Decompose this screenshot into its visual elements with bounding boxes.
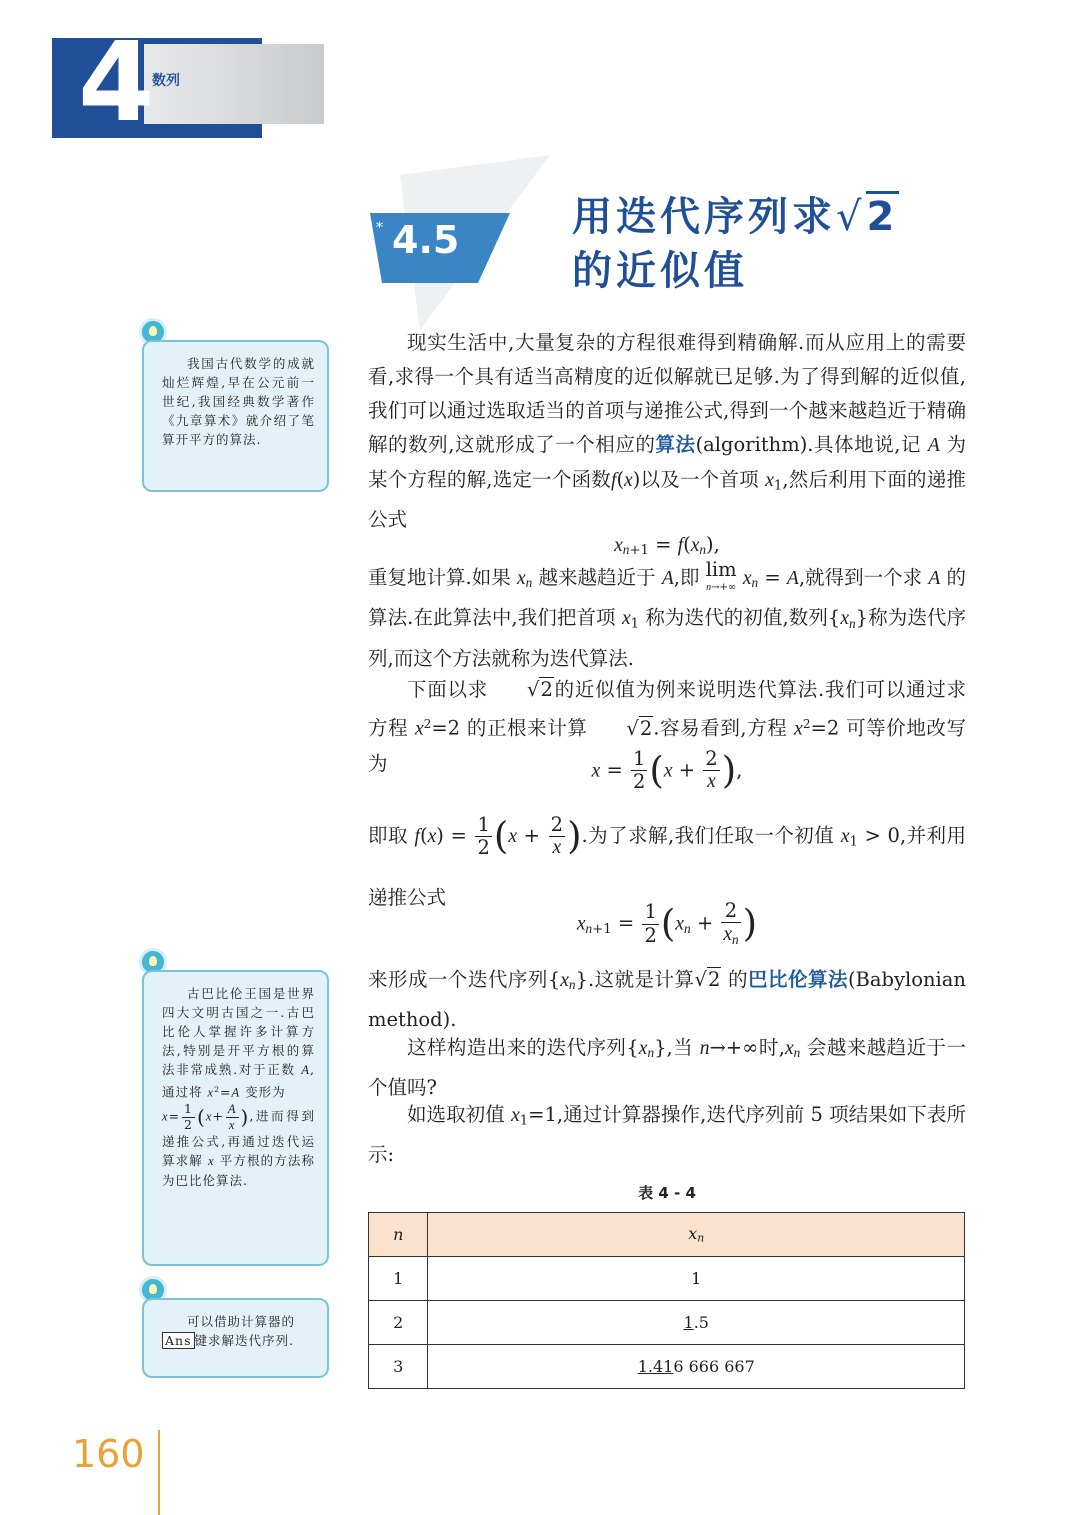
ans-key: Ans [162,1332,195,1349]
page-number-divider [158,1430,160,1515]
paragraph-example: 下面以求 √2的近似值为例来说明迭代算法.我们可以通过求方程 $x^2=2$ 的正根来计算 √2.容易看到,方程 $x^2=2$ 可等价地改写为 [368,678,967,775]
table-caption: 表 4 - 4 [638,1184,696,1202]
optional-star: * [376,220,383,236]
cell-n: 2 [369,1301,428,1345]
side-note-history: 我国古代数学的成就灿烂辉煌,早在公元前一世纪,我国经典数学著作《九章算术》就介绍了笔算开平方的算法. [142,340,329,492]
side-note-calculator: 可以借助计算器的 Ans 键求解迭代序列. [142,1298,329,1378]
paragraph-iteration: 重复地计算.如果 $x_n$ 越来越趋近于 A,即 lim n→+∞ $x_n = A$,就得到一个求 A 的算法.在此算法中,我们把首项 $x_1$ 称为迭代的初值,数列$\{x_n\}$称为迭代序列,而这个方法就称为迭代算法. [368,558,967,670]
table-row [369,1257,965,1301]
formula-rewrite: x = $\frac{1}{2}$ (x + $\frac{2}{x}$ ), [591,747,743,794]
formula-babylonian: $x_{n+1}$ = $\frac{1}{2}$ ($x_n$ + $\frac{2}{x_n}$ ) [576,899,758,947]
paragraph-table-intro: 如选取初值 $x_1=1$,通过计算器操作,迭代序列前 5 项结果如下表所示: [368,1103,966,1167]
page-number: 160 [72,1432,145,1476]
iteration-table [368,1212,965,1389]
formula-recursion: $x_{n+1} = f(x_n)$, [614,533,720,559]
paragraph-babylonian: 来形成一个迭代序列$\{x_n\}$.这就是计算√2 的巴比伦算法(Babylonian method). [368,968,966,1032]
paragraph-intro: 现实生活中,大量复杂的方程很难得到精确解.而从应用上的需要看,求得一个具有适当高精度的近似解就已足够.为了得到解的近似值,我们可以通过选取适当的首项与递推公式,得到一个越来越趋近于精确解的数列,这就形成了一个相应的算法(algorithm).具体地说,记 A 为某个方程的解,选定一个函数f(x)以及一个首项 $x_1$,然后利用下面的递推公式 [368,331,966,532]
column-header-xn: $x_n$ [428,1213,965,1257]
term-babylonian-method: 巴比伦算法 [748,968,848,991]
paragraph-question: 这样构造出来的迭代序列$\{x_n\}$,当 n→+∞时$,x_n$ 会越来越趋近于一个值吗? [368,1036,966,1100]
chapter-number: 4 [78,18,155,146]
cell-xn: 1.416 666 667 [428,1345,965,1389]
paragraph-function: 即取 f(x) = $\frac{1}{2}$ (x + $\frac{2}{x}$ ).为了求解,我们任取一个初值 $x_1 > 0$,并利用递推公式 [368,812,966,910]
chapter-title: 数列 [152,73,180,89]
cell-n: 1 [369,1257,428,1301]
section-title: 用迭代序列求√2 的近似值 [572,190,899,298]
table-header-row [369,1213,965,1257]
table-row [369,1301,965,1345]
cell-xn: 1 [428,1257,965,1301]
cell-n: 3 [369,1345,428,1389]
side-note-babylon: 古巴比伦王国是世界四大文明古国之一.古巴比伦人掌握许多计算方法,特别是开平方根的算法非常成熟.对于正数 A,通过将 $x^2=A$ 变形为 x= $\frac{1}{2}$ (x+ $\frac{A}{x}$ ),进而得到递推公式,再通过迭代运算求解 x 平方根的方法称为巴比伦算法. [142,970,329,1266]
column-header-n: n [369,1213,428,1257]
table-row [369,1345,965,1389]
cell-xn: 1.5 [428,1301,965,1345]
section-number: 4.5 [392,218,460,262]
term-algorithm: 算法 [655,433,696,456]
